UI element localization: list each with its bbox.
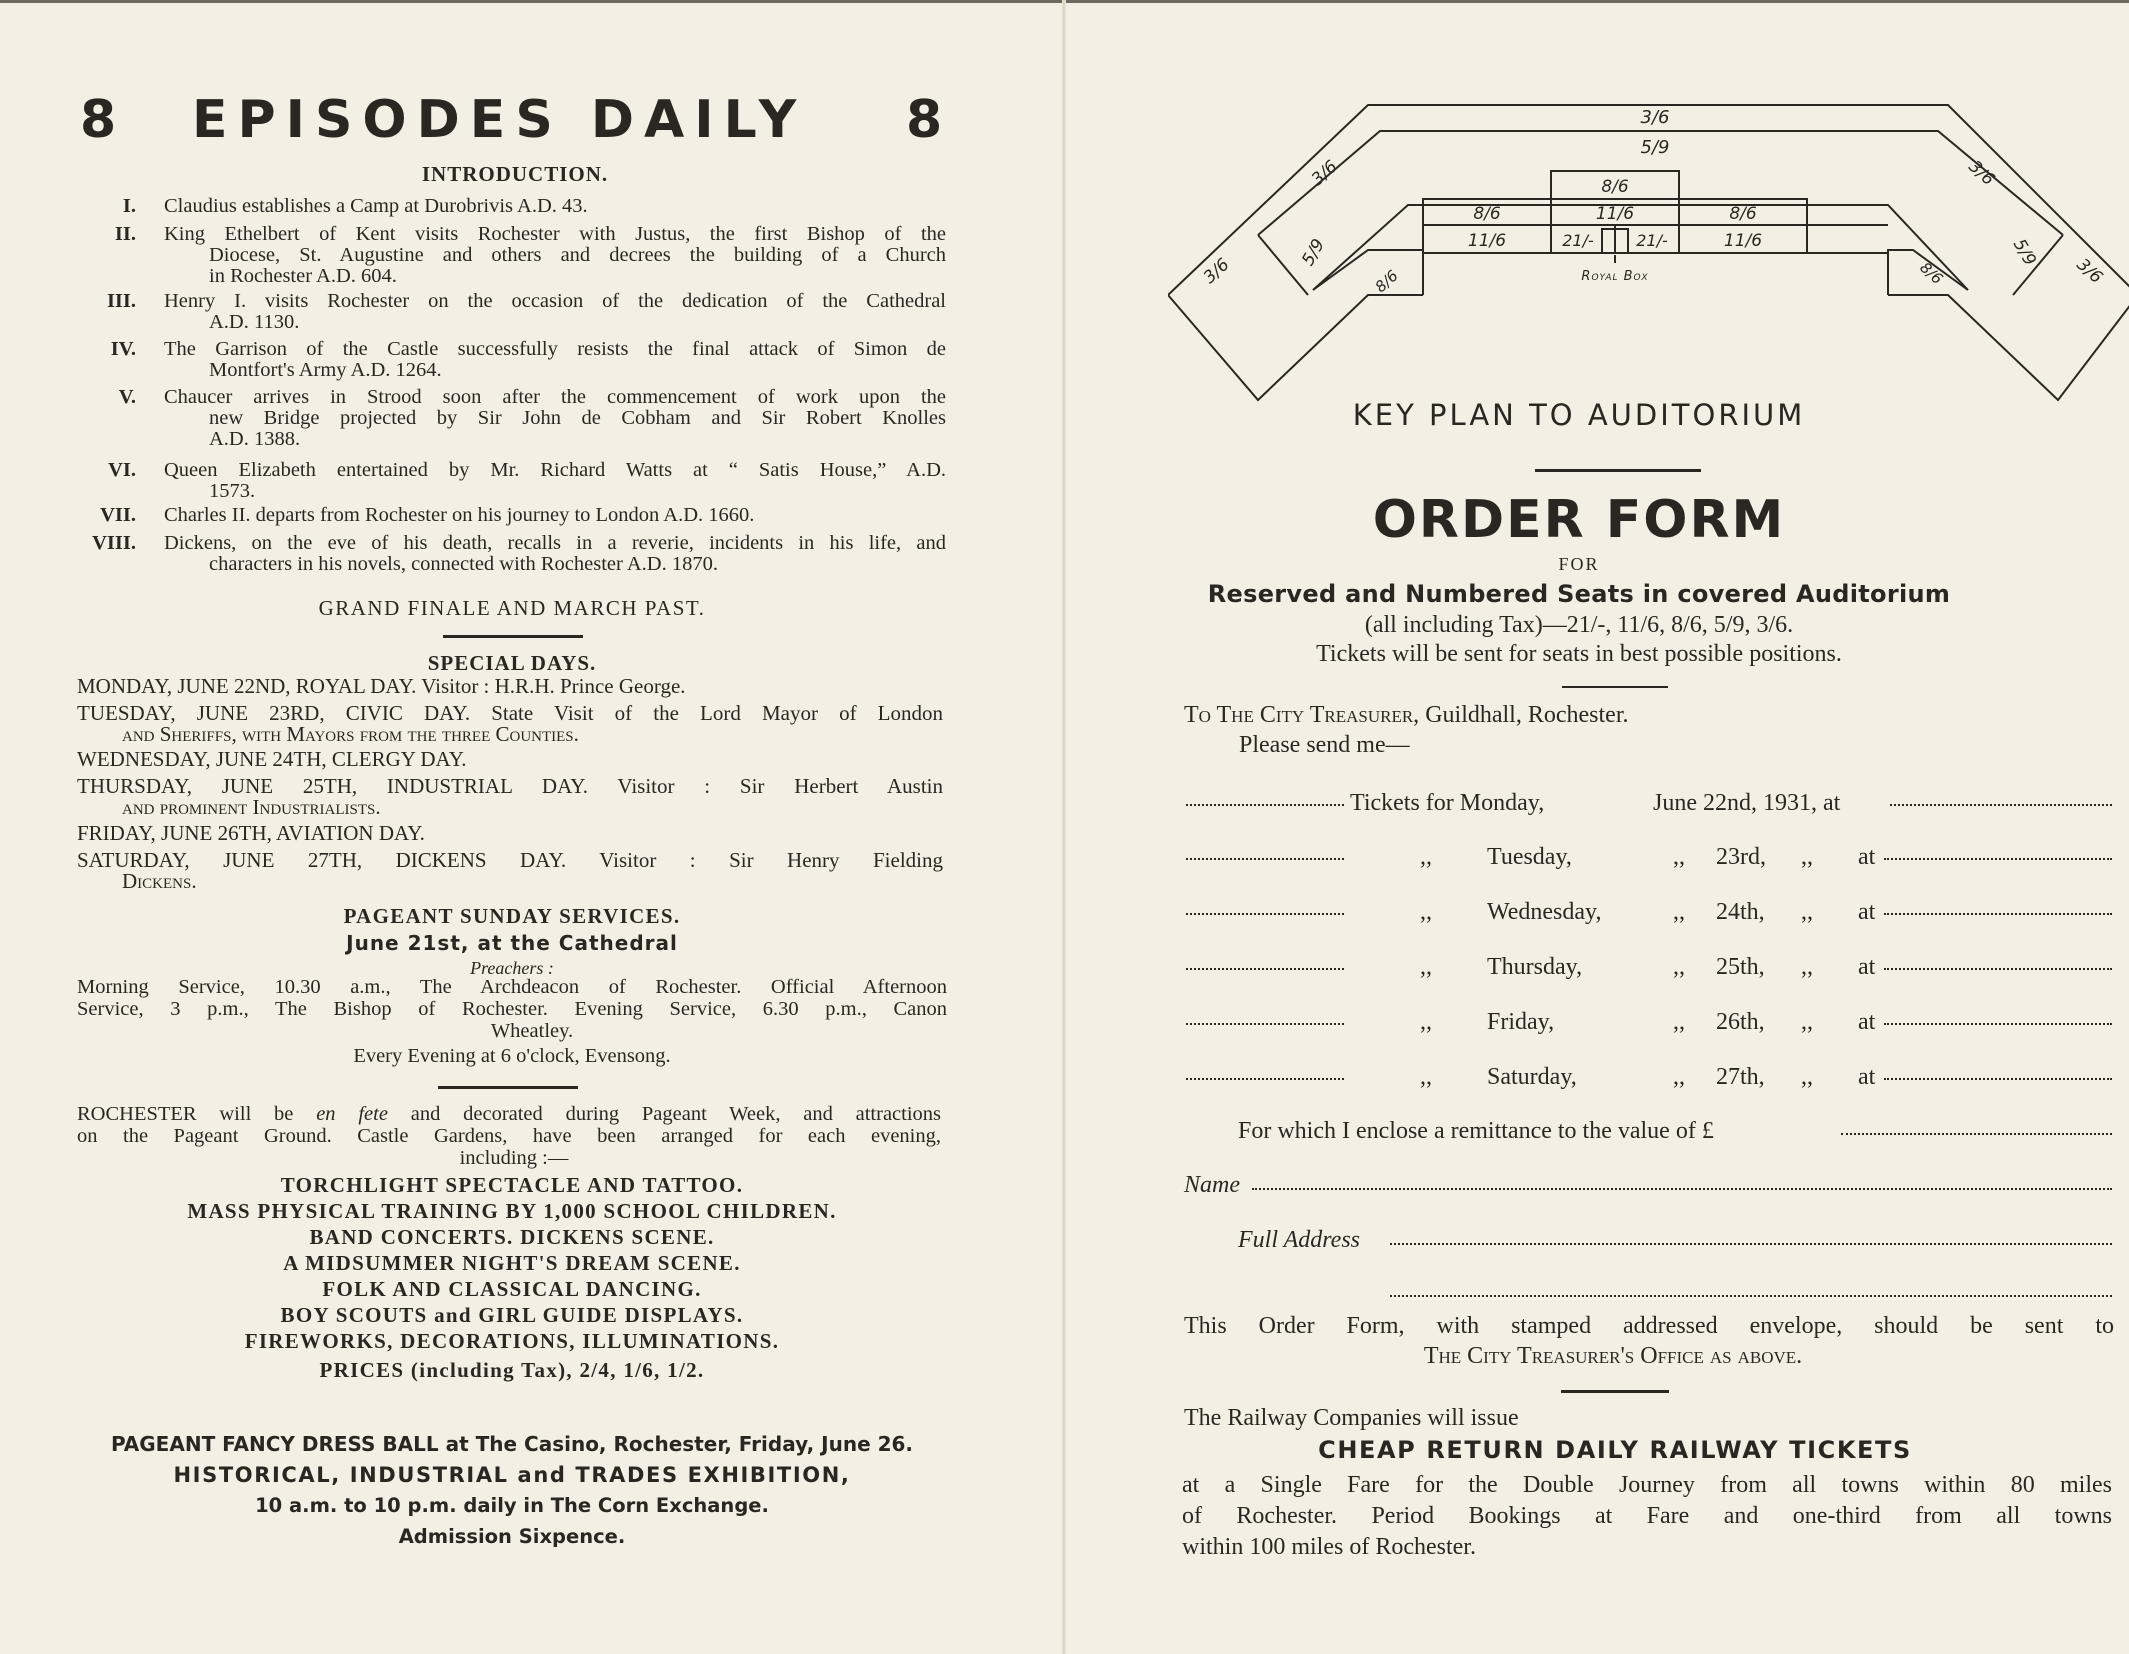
fancy-dress-ball: PAGEANT FANCY DRESS BALL at The Casino, Rochester, Friday, June 26. [110, 1432, 914, 1456]
address-label: Full Address [1238, 1227, 1361, 1253]
exhibition-hours: 10 a.m. to 10 p.m. daily in The Corn Exchange. [255, 1494, 769, 1517]
header-number-left: 8 [80, 90, 124, 150]
episode-line: characters in his novels, connected with Rochester A.D. 1870. [209, 553, 718, 575]
attraction-item: FOLK AND CLASSICAL DANCING. [322, 1277, 702, 1301]
day-label: Wednesday, [1487, 899, 1602, 925]
royal-box-label: Royal Box [1581, 269, 1649, 284]
special-day-line: WEDNESDAY, JUNE 24TH, CLERGY DAY. [77, 747, 467, 771]
episode-number: II. [114, 223, 136, 245]
plan-label: 11/6 [1467, 231, 1507, 251]
episode-line: Queen Elizabeth entertained by Mr. Richard Watts at “ Satis House,” A.D. [164, 459, 946, 481]
ditto-mark: ,, [1801, 1009, 1813, 1035]
special-day-line: MONDAY, JUNE 22ND, ROYAL DAY. Visitor : H.R.H. Prince George. [77, 674, 686, 698]
special-day-line: SATURDAY, JUNE 27TH, DICKENS DAY. Visitor : Sir Henry Fielding [77, 848, 943, 872]
divider [1561, 1390, 1669, 1393]
for-label: FOR [1558, 554, 1600, 574]
plan-label: 11/6 [1595, 204, 1635, 224]
special-day-item [77, 823, 943, 844]
special-day-line: FRIDAY, JUNE 26TH, AVIATION DAY. [77, 821, 425, 845]
episode-line: A.D. 1130. [209, 311, 300, 333]
special-day-line: THURSDAY, JUNE 25TH, INDUSTRIAL DAY. Visitor : Sir Herbert Austin [77, 774, 943, 798]
ditto-mark: ,, [1673, 1009, 1685, 1035]
sunday-services-details [77, 976, 947, 1042]
fete-text: on the Pageant Ground. Castle Gardens, have been arranged for each evening, [77, 1125, 941, 1147]
plan-label: 8/6 [1729, 204, 1757, 224]
attraction-item: TORCHLIGHT SPECTACLE AND TATTOO. [280, 1173, 744, 1197]
ditto-mark: ,, [1801, 954, 1813, 980]
episode-text [164, 196, 946, 217]
special-days-heading: SPECIAL DAYS. [427, 651, 597, 675]
ditto-mark: ,, [1673, 1064, 1685, 1090]
sunday-services-subtitle: June 21st, at the Cathedral [346, 931, 678, 955]
divider [1562, 686, 1668, 688]
sunday-services-title: PAGEANT SUNDAY SERVICES. [343, 904, 681, 928]
date-label: 25th, [1716, 954, 1765, 980]
ditto-mark: ,, [1801, 844, 1813, 870]
railway-title: CHEAP RETURN DAILY RAILWAY TICKETS [1318, 1436, 1912, 1464]
services-line: Service, 3 p.m., The Bishop of Rochester. Evening Service, 6.30 p.m., Canon [77, 998, 947, 1020]
fete-paragraph [77, 1103, 941, 1169]
time-field[interactable] [1884, 966, 2112, 970]
episode-line: Dickens, on the eve of his death, recalls in a reverie, incidents in his life, and [164, 532, 946, 554]
special-day-item [77, 850, 943, 892]
special-day-line: and prominent Industrialists. [122, 795, 381, 819]
header-number-right: 8 [906, 90, 950, 150]
quantity-field[interactable] [1186, 856, 1344, 860]
day-label: Tuesday, [1487, 844, 1572, 870]
special-day-line: Dickens. [122, 869, 197, 893]
date-label: 26th, [1716, 1009, 1765, 1035]
episode-number: VIII. [92, 532, 136, 554]
plan-label: 8/6 [1916, 258, 1947, 289]
episode-line: 1573. [209, 480, 256, 502]
episode-text [164, 387, 946, 450]
monday-label: Tickets for Monday, [1350, 790, 1545, 816]
name-label: Name [1184, 1172, 1240, 1198]
services-line: Morning Service, 10.30 a.m., The Archdeacon of Rochester. Official Afternoon [77, 976, 947, 998]
plan-label: 5/9 [1298, 235, 1330, 270]
remittance-label: For which I enclose a remittance to the value of £ [1238, 1118, 1714, 1144]
railway-line: at a Single Fare for the Double Journey from all towns within 80 miles [1182, 1472, 2112, 1498]
time-field[interactable] [1884, 911, 2112, 915]
episode-number: I. [122, 195, 136, 217]
preachers-label: Preachers : [470, 958, 554, 978]
fete-italic: en fete [316, 1103, 388, 1125]
ditto-mark: ,, [1420, 1009, 1432, 1035]
seats-line: Reserved and Numbered Seats in covered Auditorium [1207, 580, 1951, 608]
special-day-line: TUESDAY, JUNE 23RD, CIVIC DAY. State Visit of the Lord Mayor of London [77, 701, 943, 725]
address-field-line2[interactable] [1390, 1293, 2112, 1297]
plan-label: 3/6 [1307, 156, 1342, 190]
at-label: at [1858, 1009, 1876, 1035]
episode-line: Claudius establishes a Camp at Durobrivis A.D. 43. [164, 195, 588, 217]
plan-label: 3/6 [1964, 156, 1999, 190]
addressee-name: To The City Treasurer, [1184, 702, 1420, 728]
evensong-note: Every Evening at 6 o'clock, Evensong. [353, 1045, 671, 1067]
plan-label: 21/- [1636, 231, 1668, 250]
name-field[interactable] [1252, 1186, 2112, 1190]
addressee-place: Guildhall, Rochester. [1425, 702, 1629, 728]
day-label: Saturday, [1487, 1064, 1577, 1090]
please-send: Please send me— [1239, 732, 1410, 758]
episode-line: Diocese, St. Augustine and others and decrees the building of a Church [209, 244, 946, 266]
attraction-item: A MIDSUMMER NIGHT'S DREAM SCENE. [283, 1251, 741, 1275]
episode-number: V. [118, 386, 136, 408]
plan-label: 21/- [1562, 231, 1594, 250]
attraction-item: PRICES (including Tax), 2/4, 1/6, 1/2. [319, 1358, 705, 1382]
quantity-field[interactable] [1186, 1021, 1344, 1025]
quantity-field[interactable] [1186, 1076, 1344, 1080]
attraction-item: FIREWORKS, DECORATIONS, ILLUMINATIONS. [244, 1329, 780, 1353]
episode-line: Chaucer arrives in Strood soon after the commencement of work upon the [164, 386, 946, 408]
special-day-line: and Sheriffs, with Mayors from the three Counties. [122, 722, 579, 746]
special-day-item [77, 676, 943, 697]
day-label: Friday, [1487, 1009, 1555, 1035]
tickets-note: Tickets will be sent for seats in best possible positions. [1316, 641, 1842, 667]
date-label: 27th, [1716, 1064, 1765, 1090]
key-plan-title: KEY PLAN TO AUDITORIUM [1352, 398, 1806, 432]
plan-label: 3/6 [2072, 254, 2107, 288]
address-field[interactable] [1390, 1241, 2112, 1245]
fete-text: and decorated during Pageant Week, and attractions [410, 1103, 942, 1125]
plan-label: 3/6 [1199, 254, 1234, 288]
at-label: at [1858, 844, 1876, 870]
day-label: Thursday, [1487, 954, 1583, 980]
plan-label: 11/6 [1723, 231, 1763, 251]
divider [1535, 469, 1701, 472]
episode-line: A.D. 1388. [209, 428, 301, 450]
monday-date: June 22nd, 1931, at [1653, 790, 1841, 816]
envelope-note-office: The City Treasurer's Office as above. [1423, 1343, 1803, 1369]
plan-label: 5/9 [2008, 235, 2040, 270]
fete-text: including :— [459, 1147, 569, 1169]
episode-number: VI. [108, 459, 136, 481]
episode-text [164, 505, 946, 526]
special-day-item [77, 749, 943, 770]
episode-line: Charles II. departs from Rochester on his journey to London A.D. 1660. [164, 504, 755, 526]
episode-text [164, 339, 946, 381]
at-label: at [1858, 899, 1876, 925]
addressee [1184, 702, 1628, 729]
exhibition-title: HISTORICAL, INDUSTRIAL and TRADES EXHIBITION, [173, 1463, 851, 1487]
ditto-mark: ,, [1801, 1064, 1813, 1090]
grand-finale: GRAND FINALE AND MARCH PAST. [318, 596, 706, 620]
date-label: 24th, [1716, 899, 1765, 925]
page-fold [1062, 0, 1066, 1654]
ditto-mark: ,, [1420, 1064, 1432, 1090]
at-label: at [1858, 1064, 1876, 1090]
admission: Admission Sixpence. [398, 1525, 626, 1548]
remittance-field[interactable] [1841, 1131, 2112, 1135]
time-field[interactable] [1884, 856, 2112, 860]
episode-number: III. [106, 290, 136, 312]
plan-label: 8/6 [1473, 204, 1501, 224]
divider [438, 1086, 578, 1089]
time-field[interactable] [1884, 1021, 2112, 1025]
episode-line: King Ethelbert of Kent visits Rochester with Justus, the first Bishop of the [164, 223, 946, 245]
plan-label: 5/9 [1640, 137, 1670, 158]
railway-intro: The Railway Companies will issue [1184, 1405, 1519, 1431]
ditto-mark: ,, [1420, 954, 1432, 980]
episode-number: IV. [110, 338, 136, 360]
left-page [0, 0, 1060, 1654]
plan-outline [1168, 295, 1423, 400]
episode-text [164, 460, 946, 502]
envelope-note: This Order Form, with stamped addressed envelope, should be sent to [1184, 1313, 2114, 1339]
episode-line: in Rochester A.D. 604. [209, 265, 397, 287]
episode-line: new Bridge projected by Sir John de Cobham and Sir Robert Knolles [209, 407, 946, 429]
right-page [1068, 0, 2129, 1654]
plan-label: 8/6 [1601, 177, 1629, 197]
plan-label: 3/6 [1640, 107, 1670, 128]
services-line: Wheatley. [490, 1020, 574, 1042]
episode-text [164, 224, 946, 287]
railway-line: within 100 miles of Rochester. [1182, 1534, 1476, 1560]
introduction-heading: INTRODUCTION. [421, 162, 609, 186]
plan-label: 8/6 [1371, 266, 1402, 297]
ditto-mark: ,, [1420, 844, 1432, 870]
quantity-field[interactable] [1186, 911, 1344, 915]
time-field[interactable] [1884, 1076, 2112, 1080]
special-day-item [77, 776, 943, 818]
attraction-item: BOY SCOUTS and GIRL GUIDE DISPLAYS. [280, 1303, 744, 1327]
ditto-mark: ,, [1801, 899, 1813, 925]
ditto-mark: ,, [1673, 954, 1685, 980]
fete-text: ROCHESTER will be [77, 1103, 294, 1125]
prices-line: (all including Tax)—21/-, 11/6, 8/6, 5/9, 3/6. [1364, 612, 1794, 638]
episode-text [164, 533, 946, 575]
date-label: 23rd, [1716, 844, 1766, 870]
time-field-monday[interactable] [1890, 802, 2112, 806]
railway-line: of Rochester. Period Bookings at Fare and one-third from all towns [1182, 1503, 2112, 1529]
attraction-item: MASS PHYSICAL TRAINING BY 1,000 SCHOOL CHILDREN. [187, 1199, 837, 1223]
order-form-title: ORDER FORM [1372, 490, 1786, 550]
special-day-item [77, 703, 943, 745]
ditto-mark: ,, [1420, 899, 1432, 925]
episode-line: Henry I. visits Rochester on the occasion of the dedication of the Cathedral [164, 290, 946, 312]
ditto-mark: ,, [1673, 899, 1685, 925]
episode-line: The Garrison of the Castle successfully resists the final attack of Simon de [164, 338, 946, 360]
attraction-item: BAND CONCERTS. DICKENS SCENE. [309, 1225, 715, 1249]
episode-number: VII. [100, 504, 136, 526]
episode-line: Montfort's Army A.D. 1264. [209, 359, 442, 381]
divider [443, 635, 583, 638]
quantity-field[interactable] [1186, 966, 1344, 970]
railway-details [1182, 1470, 2112, 1563]
at-label: at [1858, 954, 1876, 980]
quantity-field-monday[interactable] [1186, 802, 1344, 806]
ditto-mark: ,, [1673, 844, 1685, 870]
episode-text [164, 291, 946, 333]
auditorium-key-plan [1168, 95, 2129, 415]
header-title: EPISODES DAILY [192, 90, 807, 150]
